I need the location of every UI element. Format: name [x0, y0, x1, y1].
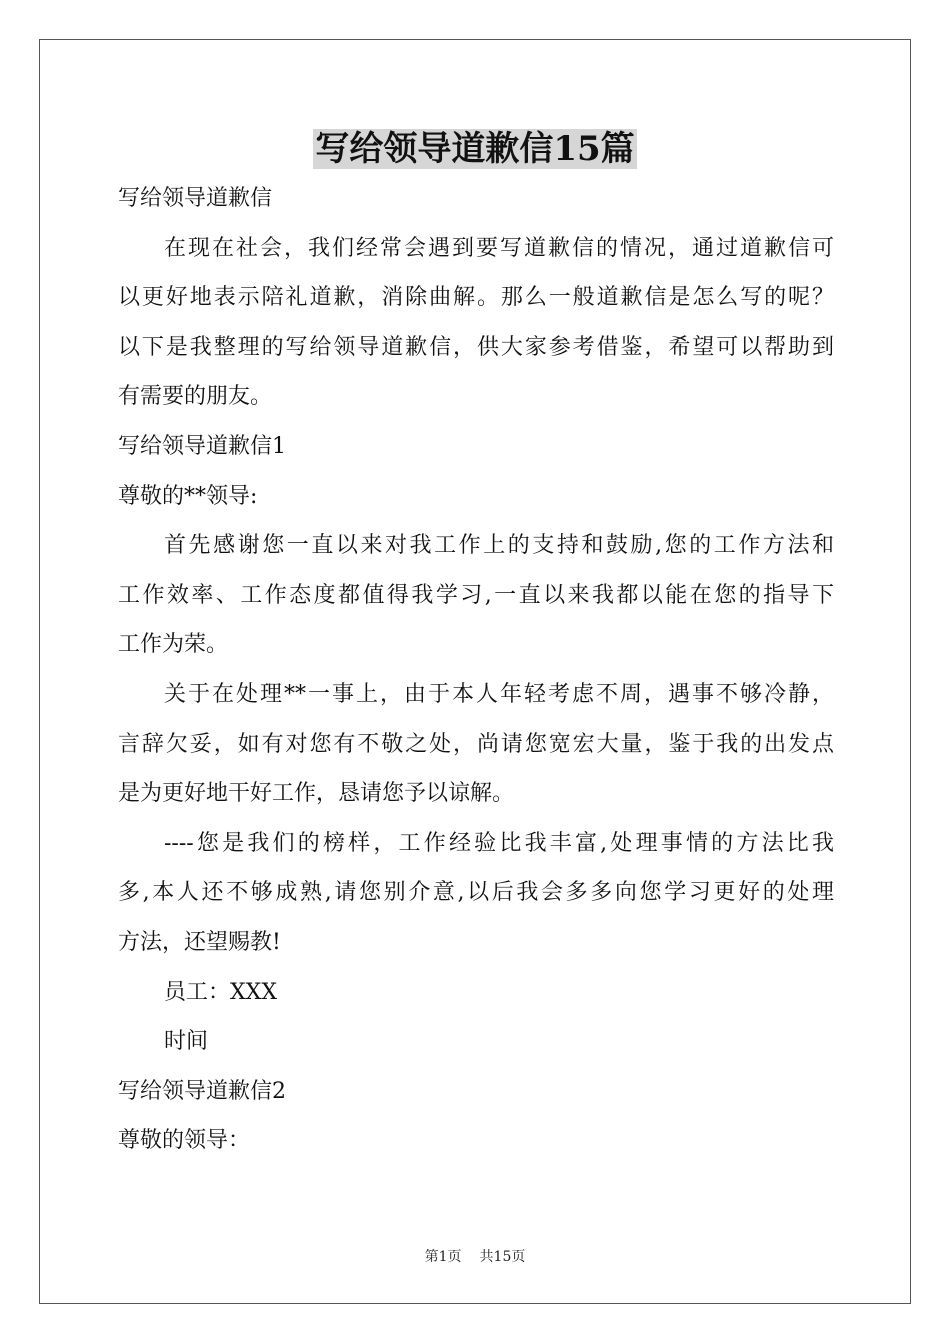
- document-title: 写给领导道歉信15篇: [315, 129, 635, 169]
- section-heading: 写给领导道歉信2: [118, 1078, 286, 1104]
- page-number: 第1页: [424, 1249, 462, 1265]
- page-total: 共15页: [479, 1249, 526, 1265]
- paragraph-line: 以下是我整理的写给领导道歉信，供大家参考借鉴，希望可以帮助到: [118, 334, 834, 360]
- section-heading: 写给领导道歉信1: [118, 433, 286, 459]
- paragraph-line: 在现在社会，我们经常会遇到要写道歉信的情况，通过道歉信可: [164, 235, 834, 261]
- paragraph-line: 是为更好地干好工作，恳请您予以谅解。: [118, 781, 515, 807]
- page-footer: [0, 1248, 950, 1266]
- salutation: 尊敬的领导：: [118, 1128, 251, 1154]
- signature-employee: 员工：XXX: [164, 979, 277, 1005]
- paragraph-line: 方法，还望赐教!: [118, 929, 281, 955]
- paragraph-line: 首先感谢您一直以来对我工作上的支持和鼓励,您的工作方法和: [164, 533, 834, 559]
- section-heading: 写给领导道歉信: [118, 186, 273, 211]
- signature-date: 时间: [164, 1029, 209, 1055]
- paragraph-line: 以更好地表示陪礼道歉，消除曲解。那么一般道歉信是怎么写的呢？: [118, 285, 834, 311]
- paragraph-line: ----您是我们的榜样，工作经验比我丰富,处理事情的方法比我: [164, 830, 834, 856]
- paragraph-line: 多,本人还不够成熟,请您别介意,以后我会多多向您学习更好的处理: [118, 880, 834, 906]
- paragraph-line: 工作效率、工作态度都值得我学习,一直以来我都以能在您的指导下: [118, 582, 834, 608]
- paragraph-line: 有需要的朋友。: [118, 384, 273, 410]
- paragraph-line: 言辞欠妥，如有对您有不敬之处，尚请您宽宏大量，鉴于我的出发点: [118, 731, 834, 757]
- paragraph-line: 关于在处理**一事上，由于本人年轻考虑不周，遇事不够冷静，: [164, 681, 834, 707]
- salutation: 尊敬的**领导:: [118, 483, 258, 509]
- paragraph-line: 工作为荣。: [118, 632, 229, 658]
- document-body: [118, 174, 834, 1166]
